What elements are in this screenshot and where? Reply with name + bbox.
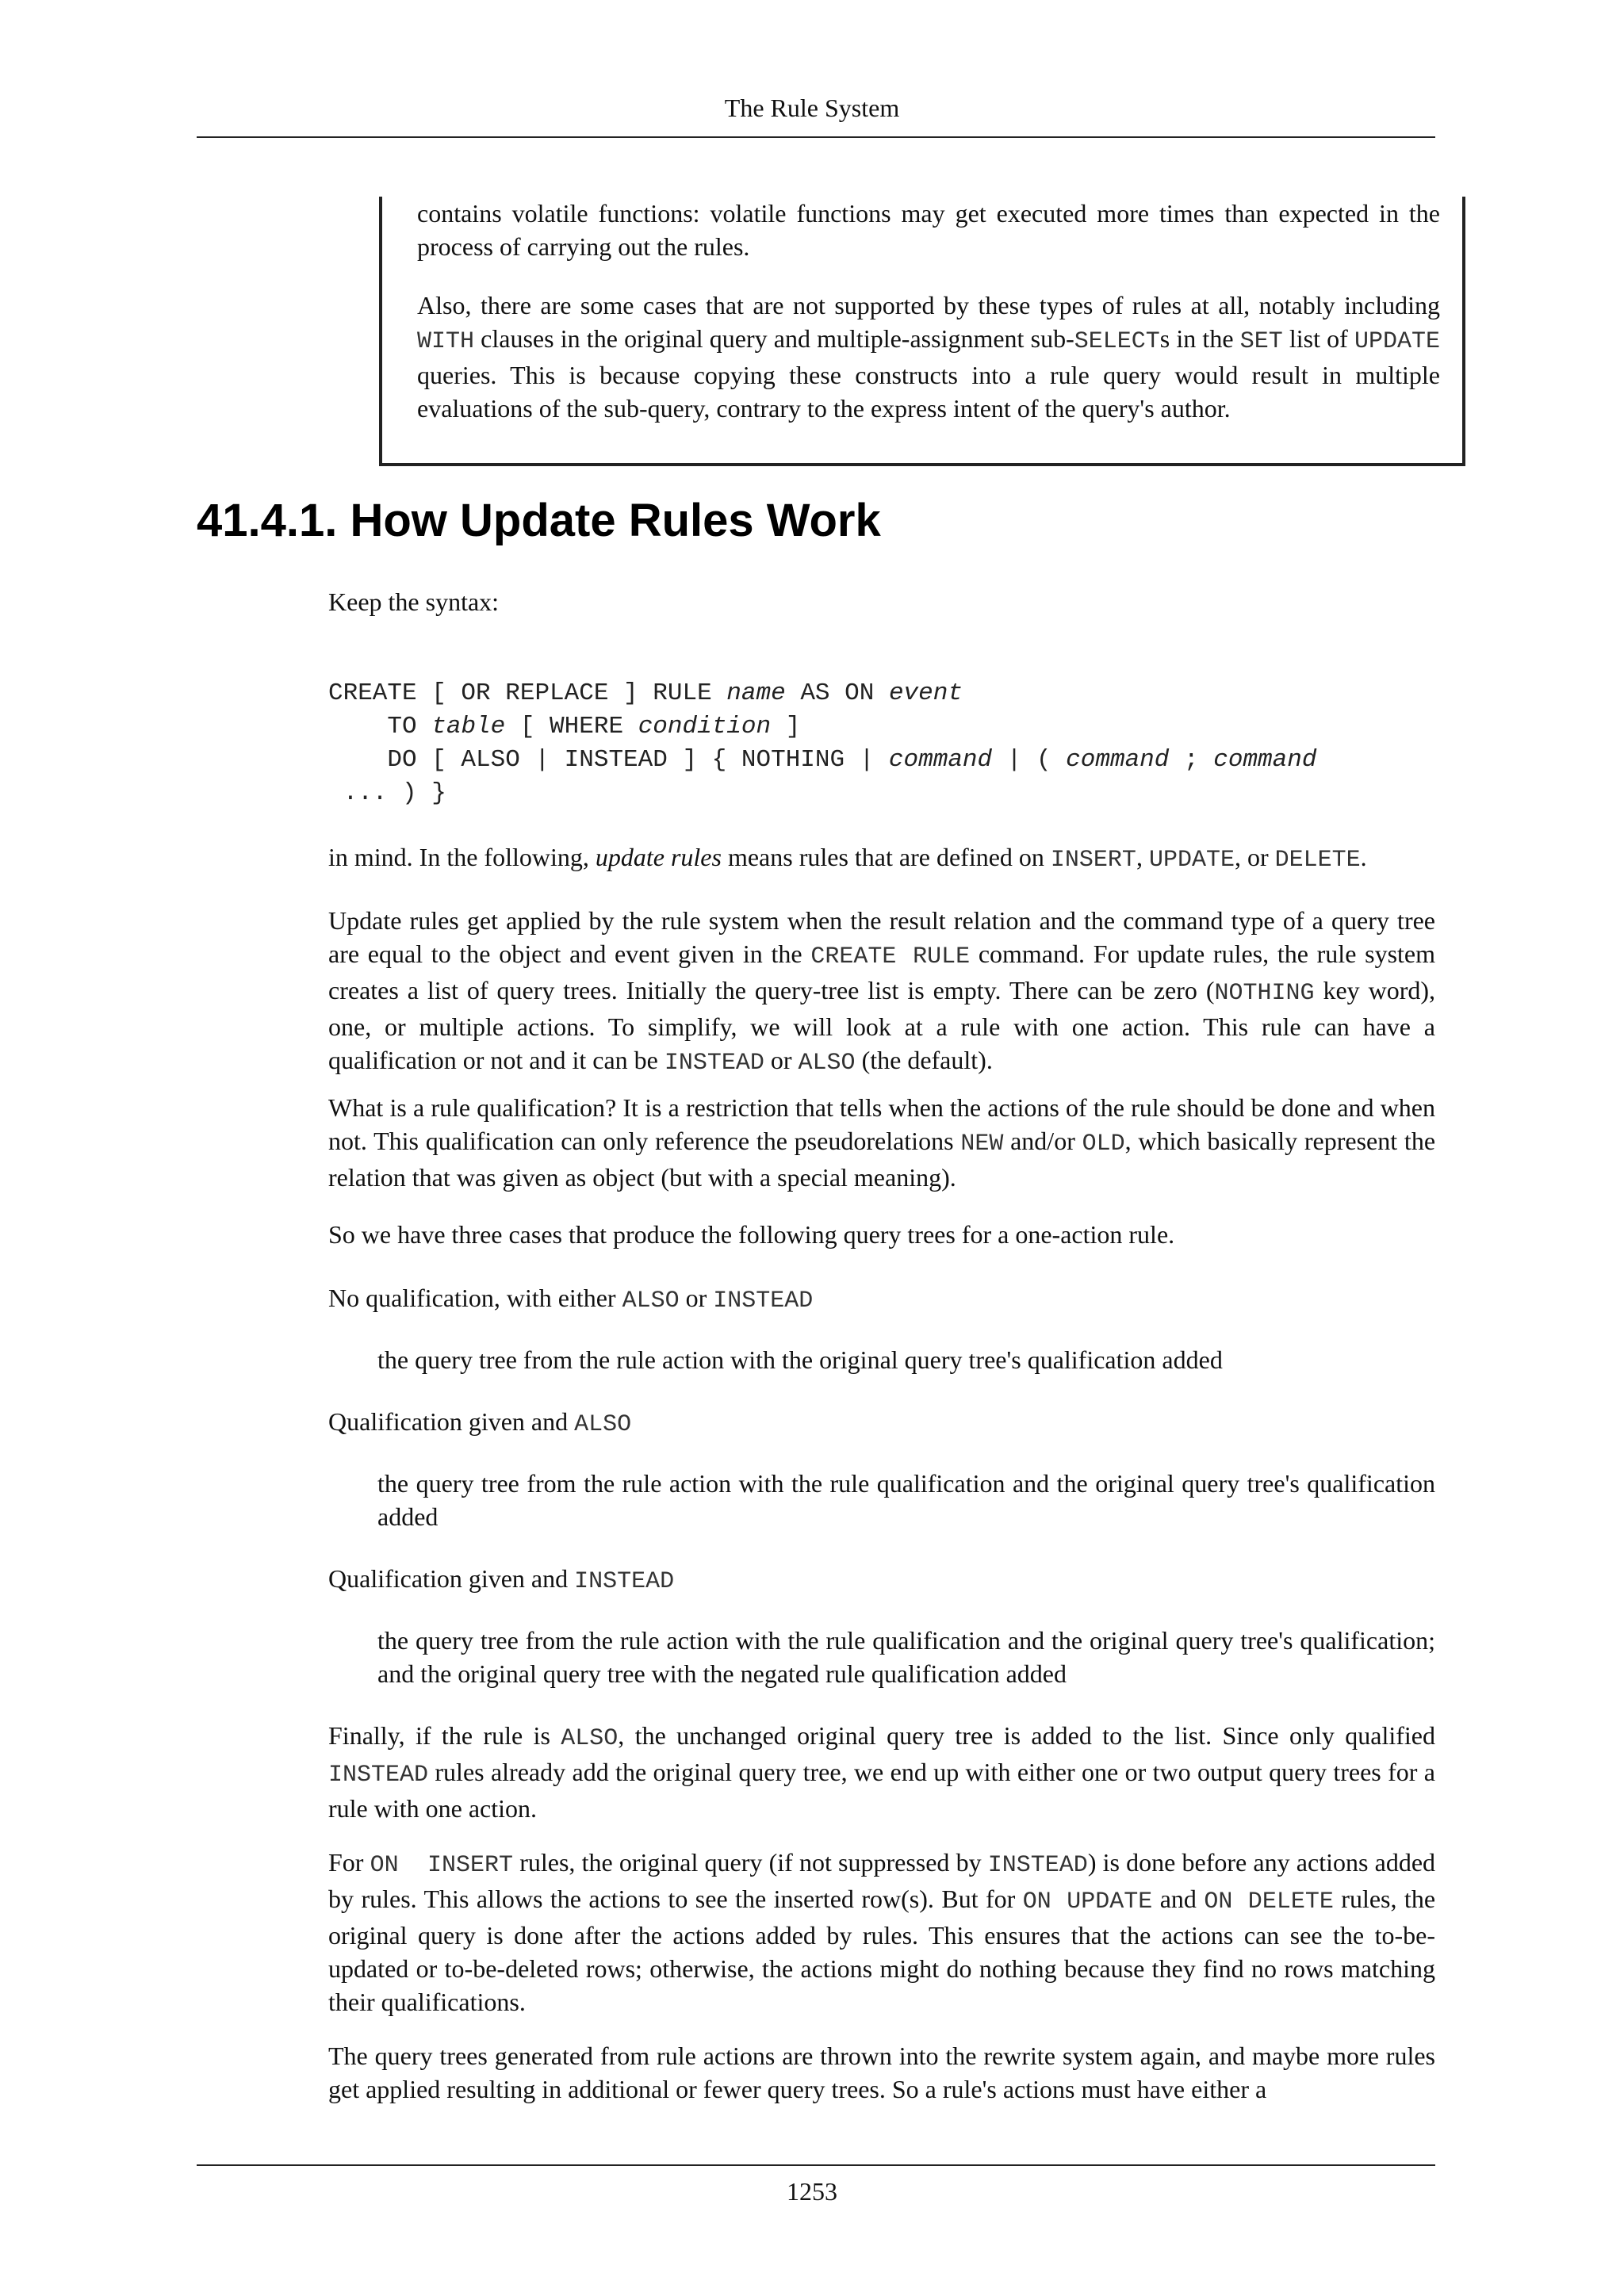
- note-paragraph-1: contains volatile functions: volatile functions may get executed more times than expected in the process of carrying out the rules.: [417, 199, 1440, 261]
- syntax-code-block: CREATE [ OR REPLACE ] RULE name AS ON event TO table [ WHERE condition ] DO [ ALSO | INSTEAD ] { NOTHING | command | ( command ; command ... ) }: [328, 679, 1317, 807]
- case-2-description: the query tree from the rule action with the rule qualification and the original query tree's qualification added: [377, 1469, 1435, 1531]
- qualification-paragraph: What is a rule qualification? It is a restriction that tells when the actions of the rule should be done and when not. This qualification can only reference the pseudorelations NEW and/or OLD, which basically represent the relation that was given as object (but with a special meaning).: [328, 1093, 1436, 1192]
- case-1-description: the query tree from the rule action with the original query tree's qualification added: [377, 1345, 1223, 1374]
- header-rule: [197, 136, 1435, 138]
- note-box: [379, 197, 1465, 466]
- case-1-term: No qualification, with either ALSO or INSTEAD: [328, 1284, 814, 1314]
- section-heading: 41.4.1. How Update Rules Work: [197, 495, 881, 546]
- on-insert-paragraph: For ON INSERT rules, the original query (if not suppressed by INSTEAD) is done before any actions added by rules. This allows the actions to see the inserted row(s). But for ON UPDATE and ON DELETE rules, the original query is done after the actions added by rules. This ensures that the actions can see the to-be-updated or to-be-deleted rows; otherwise, the actions might do nothing because they find no rows matching their qualifications.: [328, 1848, 1436, 2016]
- rewrite-paragraph: The query trees generated from rule actions are thrown into the rewrite system again, and maybe more rules get applied resulting in additional or fewer query trees. So a rule's actions must have either a: [328, 2042, 1435, 2103]
- case-2-term: Qualification given and ALSO: [328, 1407, 632, 1438]
- update-rules-paragraph: Update rules get applied by the rule system when the result relation and the command type of a query tree are equal to the object and event given in the CREATE RULE command. For update rules, the rule system creates a list of query trees. Initially the query-tree list is empty. There can be zero (NOTHING key word), one, or multiple actions. To simplify, we will look at a rule with one action. This rule can have a qualification or not and it can be INSTEAD or ALSO (the default).: [328, 906, 1436, 1077]
- finally-paragraph: Finally, if the rule is ALSO, the unchanged original query tree is added to the list. Since only qualified INSTEAD rules already add the original query tree, we end up with either one or two output query trees for a rule with one action.: [328, 1721, 1435, 1823]
- page-number: 1253: [787, 2177, 837, 2206]
- running-header: The Rule System: [724, 94, 900, 122]
- three-cases-paragraph: So we have three cases that produce the following query trees for a one-action rule.: [328, 1220, 1175, 1249]
- note-paragraph-2: Also, there are some cases that are not supported by these types of rules at all, notably including WITH clauses in the original query and multiple-assignment sub-SELECTs in the SET list of UPDATE queries. This is because copying these constructs into a rule query would result in multiple evaluations of the sub-query, contrary to the express intent of the query's author.: [417, 291, 1441, 423]
- case-3-description: the query tree from the rule action with the rule qualification and the original query tree's qualification; and the original query tree with the negated rule qualification added: [377, 1626, 1435, 1688]
- keep-syntax-paragraph: Keep the syntax:: [328, 587, 500, 616]
- in-mind-paragraph: in mind. In the following, update rules means rules that are defined on INSERT, UPDATE, or DELETE.: [328, 843, 1367, 874]
- footer-rule: [197, 2164, 1435, 2166]
- case-3-term: Qualification given and INSTEAD: [328, 1564, 675, 1595]
